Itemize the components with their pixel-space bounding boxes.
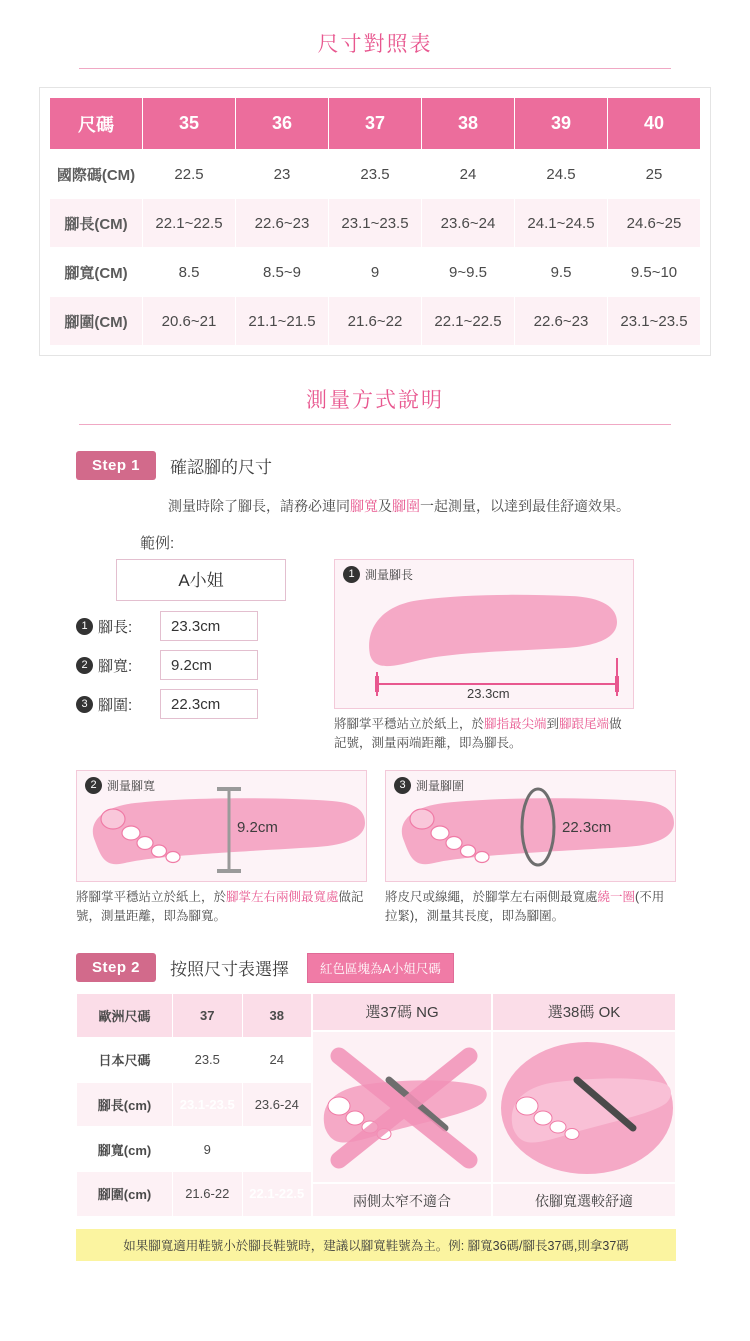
- table-row: [50, 297, 701, 346]
- caption-text: 做記號，測量兩端距離，即為腳長。: [334, 717, 622, 751]
- figure-3-label: 測量腳圍: [416, 778, 465, 793]
- figure-2-box: [76, 770, 367, 882]
- row-label-foot-width: 腳寬(CM): [50, 248, 143, 297]
- caption-text: 將腳掌平穩站立於紙上，於: [334, 717, 485, 731]
- size-header-cell-1: 35: [143, 98, 236, 150]
- panel-ng-head: [312, 993, 492, 1031]
- panel-ok-mark: OK: [598, 1003, 621, 1021]
- caption-highlight: 繞一圈: [597, 889, 636, 904]
- table-cell: 24.5: [515, 150, 608, 199]
- caption-text: 做記號，測量距離，即為腳寬。: [76, 889, 364, 924]
- panel-ok-foot: 依腳寬選較舒適: [492, 1183, 676, 1217]
- measure-value: 9.2cm: [160, 650, 258, 680]
- table-cell: 23.1~23.5: [329, 199, 422, 248]
- table-cell: 21.6-22: [173, 1171, 243, 1216]
- figure-1-caption: [334, 715, 634, 754]
- measure-title-divider: [79, 424, 671, 425]
- table-cell: 24.1~24.5: [515, 199, 608, 248]
- table-cell: 22.5: [143, 150, 236, 199]
- example-label: 範例:: [140, 535, 175, 552]
- table-cell: 25: [608, 150, 701, 199]
- panel-ok-body: [492, 1031, 676, 1183]
- table-cell: 9.5~10: [608, 248, 701, 297]
- number-1-icon: 1: [343, 566, 360, 583]
- table-header-row: [50, 98, 701, 150]
- figure-2-column: [76, 770, 367, 927]
- size-header-cell-6: 40: [608, 98, 701, 150]
- figure-2-value: 9.2cm: [237, 818, 278, 836]
- table-row: [77, 1127, 312, 1172]
- caption-highlight: 腳指最尖端: [484, 717, 547, 731]
- table-cell: 8.5~9: [236, 248, 329, 297]
- step2-row-label-jp: 日本尺碼: [77, 1038, 173, 1083]
- table-cell-highlight: 23.1-23.5: [173, 1082, 243, 1127]
- step2-panel-ok: [492, 993, 676, 1217]
- figure-3-tag: [394, 777, 464, 794]
- example-panel: [76, 559, 676, 754]
- measure-value: 23.3cm: [160, 611, 258, 641]
- table-cell-highlight: 9-9.5: [242, 1127, 312, 1172]
- number-2-icon: 2: [85, 777, 102, 794]
- number-3-icon: 3: [394, 777, 411, 794]
- example-measure-girth: [76, 689, 316, 719]
- number-3-icon: 3: [76, 696, 93, 713]
- table-cell: 23.1~23.5: [608, 297, 701, 346]
- size-chart-title: 尺寸對照表: [317, 33, 433, 56]
- table-row: [50, 199, 701, 248]
- figure-2-tag: [85, 777, 155, 794]
- step2-row-label-length: 腳長(cm): [77, 1082, 173, 1127]
- row-label-international: 國際碼(CM): [50, 150, 143, 199]
- table-cell: 23: [236, 150, 329, 199]
- title-divider: [79, 68, 671, 69]
- size-header-cell-4: 38: [422, 98, 515, 150]
- step1-badge: Step 1: [76, 451, 156, 480]
- figure-1-column: [334, 559, 634, 754]
- figure-3-caption: [385, 888, 676, 927]
- panel-ng-foot: 兩側太窄不適合: [312, 1183, 492, 1217]
- table-row: [77, 1171, 312, 1216]
- table-cell: 22.6~23: [515, 297, 608, 346]
- panel-ok-title: 選38碼: [547, 1003, 595, 1021]
- table-cell: 22.6~23: [236, 199, 329, 248]
- table-cell: 21.6~22: [329, 297, 422, 346]
- step2-panel-ng: [312, 993, 492, 1217]
- measure-key: 腳寬:: [98, 657, 133, 675]
- figures-row: [76, 770, 676, 927]
- table-cell: 24: [242, 1038, 312, 1083]
- step1-note-part1: 測量時除了腳長，請務必連同: [168, 498, 350, 514]
- size-header-cell-5: 39: [515, 98, 608, 150]
- table-cell: 23.5: [173, 1038, 243, 1083]
- figure-2-caption: [76, 888, 367, 927]
- fitting-shoe-diagram-icon: [493, 1032, 675, 1182]
- figure-1-label: 測量腳長: [365, 568, 414, 582]
- step2-title: 按照尺寸表選擇: [170, 960, 290, 979]
- size-header-cell-0: 尺碼: [50, 98, 143, 150]
- table-cell: 24.6~25: [608, 199, 701, 248]
- row-label-foot-girth: 腳圍(CM): [50, 297, 143, 346]
- step1-row: [76, 451, 750, 480]
- figure-1-tag: [343, 566, 413, 583]
- bottom-note: 如果腳寬適用鞋號小於腳長鞋號時，建議以腳寬鞋號為主。例: 腳寬36碼/腳長37碼,則拿37碼: [76, 1229, 676, 1261]
- step2-row-label-width: 腳寬(cm): [77, 1127, 173, 1172]
- table-cell: 21.1~21.5: [236, 297, 329, 346]
- size-header-cell-3: 37: [329, 98, 422, 150]
- step1-note-part2: 及: [378, 498, 392, 514]
- step2-header-38: 38: [242, 993, 312, 1038]
- table-cell: 22.1~22.5: [143, 199, 236, 248]
- step1-note: [168, 496, 750, 516]
- step2-header-euro: 歐洲尺碼: [77, 993, 173, 1038]
- table-cell: 9: [173, 1127, 243, 1172]
- caption-text: 將皮尺或線繩，於腳掌左右兩側最寬處: [385, 889, 598, 904]
- size-header-cell-2: 36: [236, 98, 329, 150]
- panel-ok-head: [492, 993, 676, 1031]
- figure-2-label: 測量腳寬: [107, 778, 156, 793]
- example-values-column: [76, 559, 316, 754]
- example-measure-width: [76, 650, 316, 680]
- table-row: [77, 1038, 312, 1083]
- caption-text: 將腳掌平穩站立於紙上，於: [76, 889, 227, 904]
- table-cell: 23.6-24: [242, 1082, 312, 1127]
- narrow-shoe-diagram-icon: [313, 1032, 491, 1182]
- table-cell: 20.6~21: [143, 297, 236, 346]
- table-cell: 24: [422, 150, 515, 199]
- measure-key: 腳長:: [98, 618, 133, 636]
- step2-header-37: 37: [173, 993, 243, 1038]
- table-row: [77, 1082, 312, 1127]
- caption-highlight: 腳掌左右兩側最寬處: [226, 889, 339, 904]
- measure-key: 腳圍:: [98, 696, 133, 714]
- figure-3-column: [385, 770, 676, 927]
- figure-1-value: 23.3cm: [463, 686, 514, 701]
- step1-note-girth: 腳圍: [392, 498, 420, 514]
- table-cell: 23.6~24: [422, 199, 515, 248]
- caption-text: 到: [546, 717, 560, 731]
- example-person-name: A小姐: [116, 559, 286, 601]
- table-cell: 8.5: [143, 248, 236, 297]
- table-cell: 23.5: [329, 150, 422, 199]
- step2-row: [76, 953, 750, 983]
- step2-legend: 紅色區塊為A小姐尺碼: [307, 953, 454, 983]
- measure-value: 22.3cm: [160, 689, 258, 719]
- panel-ng-title: 選37碼: [365, 1003, 412, 1021]
- panel-ng-body: [312, 1031, 492, 1183]
- table-cell: 22.1~22.5: [422, 297, 515, 346]
- step2-table: [76, 993, 312, 1217]
- table-cell: 9.5: [515, 248, 608, 297]
- size-chart-table: [49, 97, 701, 346]
- figure-1-box: [334, 559, 634, 709]
- step2-comparison: [76, 993, 676, 1217]
- step2-badge: Step 2: [76, 953, 156, 982]
- example-measure-length: [76, 611, 316, 641]
- row-label-foot-length: 腳長(CM): [50, 199, 143, 248]
- size-chart-table-container: [39, 87, 711, 356]
- step2-row-label-girth: 腳圍(cm): [77, 1171, 173, 1216]
- caption-highlight: 腳跟尾端: [559, 717, 610, 731]
- figure-3-value: 22.3cm: [562, 818, 612, 836]
- measure-method-title: 測量方式說明: [306, 389, 444, 412]
- table-header-row: [77, 993, 312, 1038]
- step2-panels: [312, 993, 676, 1217]
- table-row: [50, 248, 701, 297]
- table-cell: 9: [329, 248, 422, 297]
- figure-3-box: [385, 770, 676, 882]
- caption-text: (不用拉緊)，測量其長度，即為腳圍。: [385, 889, 665, 924]
- step1-note-width: 腳寬: [350, 498, 378, 514]
- table-row: [50, 150, 701, 199]
- step1-note-part3: 一起測量，以達到最佳舒適效果。: [420, 498, 630, 514]
- table-cell-highlight: 22.1-22.5: [242, 1171, 312, 1216]
- panel-ng-mark: NG: [416, 1003, 439, 1021]
- table-cell: 9~9.5: [422, 248, 515, 297]
- step1-title: 確認腳的尺寸: [170, 458, 273, 477]
- number-2-icon: 2: [76, 657, 93, 674]
- number-1-icon: 1: [76, 618, 93, 635]
